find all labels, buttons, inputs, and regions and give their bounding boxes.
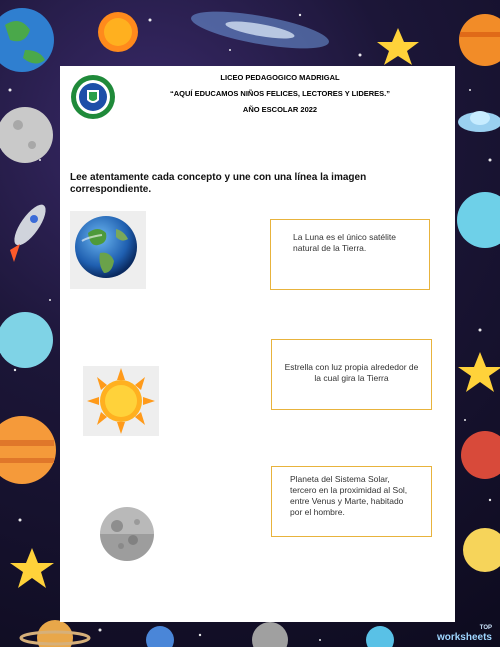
concept-text-moon: La Luna es el único satélite natural de la Tierra. <box>293 232 397 253</box>
earth-icon <box>70 211 146 289</box>
sun-image[interactable] <box>83 366 159 436</box>
concept-card-sun[interactable] <box>271 339 432 410</box>
school-year: AÑO ESCOLAR 2022 <box>242 105 318 114</box>
moon-image[interactable] <box>95 502 159 566</box>
concept-text-sun: Estrella con luz propia alrededor de la cual gira la Tierra <box>284 362 419 383</box>
school-name: LICEO PEDAGOGICO MADRIGAL <box>220 73 340 82</box>
concept-card-moon[interactable] <box>270 219 430 290</box>
sun-icon <box>83 366 159 436</box>
school-motto: “AQUÍ EDUCAMOS NIÑOS FELICES, LECTORES Y LIDERES.” <box>169 89 391 98</box>
moon-icon <box>95 502 159 566</box>
instruction-text: Lee atentamente cada concepto y une con una línea la imagen correspondiente. <box>70 172 367 195</box>
school-crest-icon <box>70 74 116 120</box>
topworksheets-logo <box>437 623 492 643</box>
school-logo <box>70 74 116 120</box>
concept-card-earth[interactable] <box>271 466 432 537</box>
brand-top: TOP <box>479 625 492 631</box>
school-header <box>60 66 455 126</box>
earth-image[interactable] <box>70 211 146 289</box>
concept-text-earth: Planeta del Sistema Solar, tercero en la proximidad al Sol, entre Venus y Marte, habitado por el hombre. <box>290 474 408 517</box>
brand-name: worksheets <box>436 632 492 643</box>
worksheet-page <box>60 66 455 622</box>
